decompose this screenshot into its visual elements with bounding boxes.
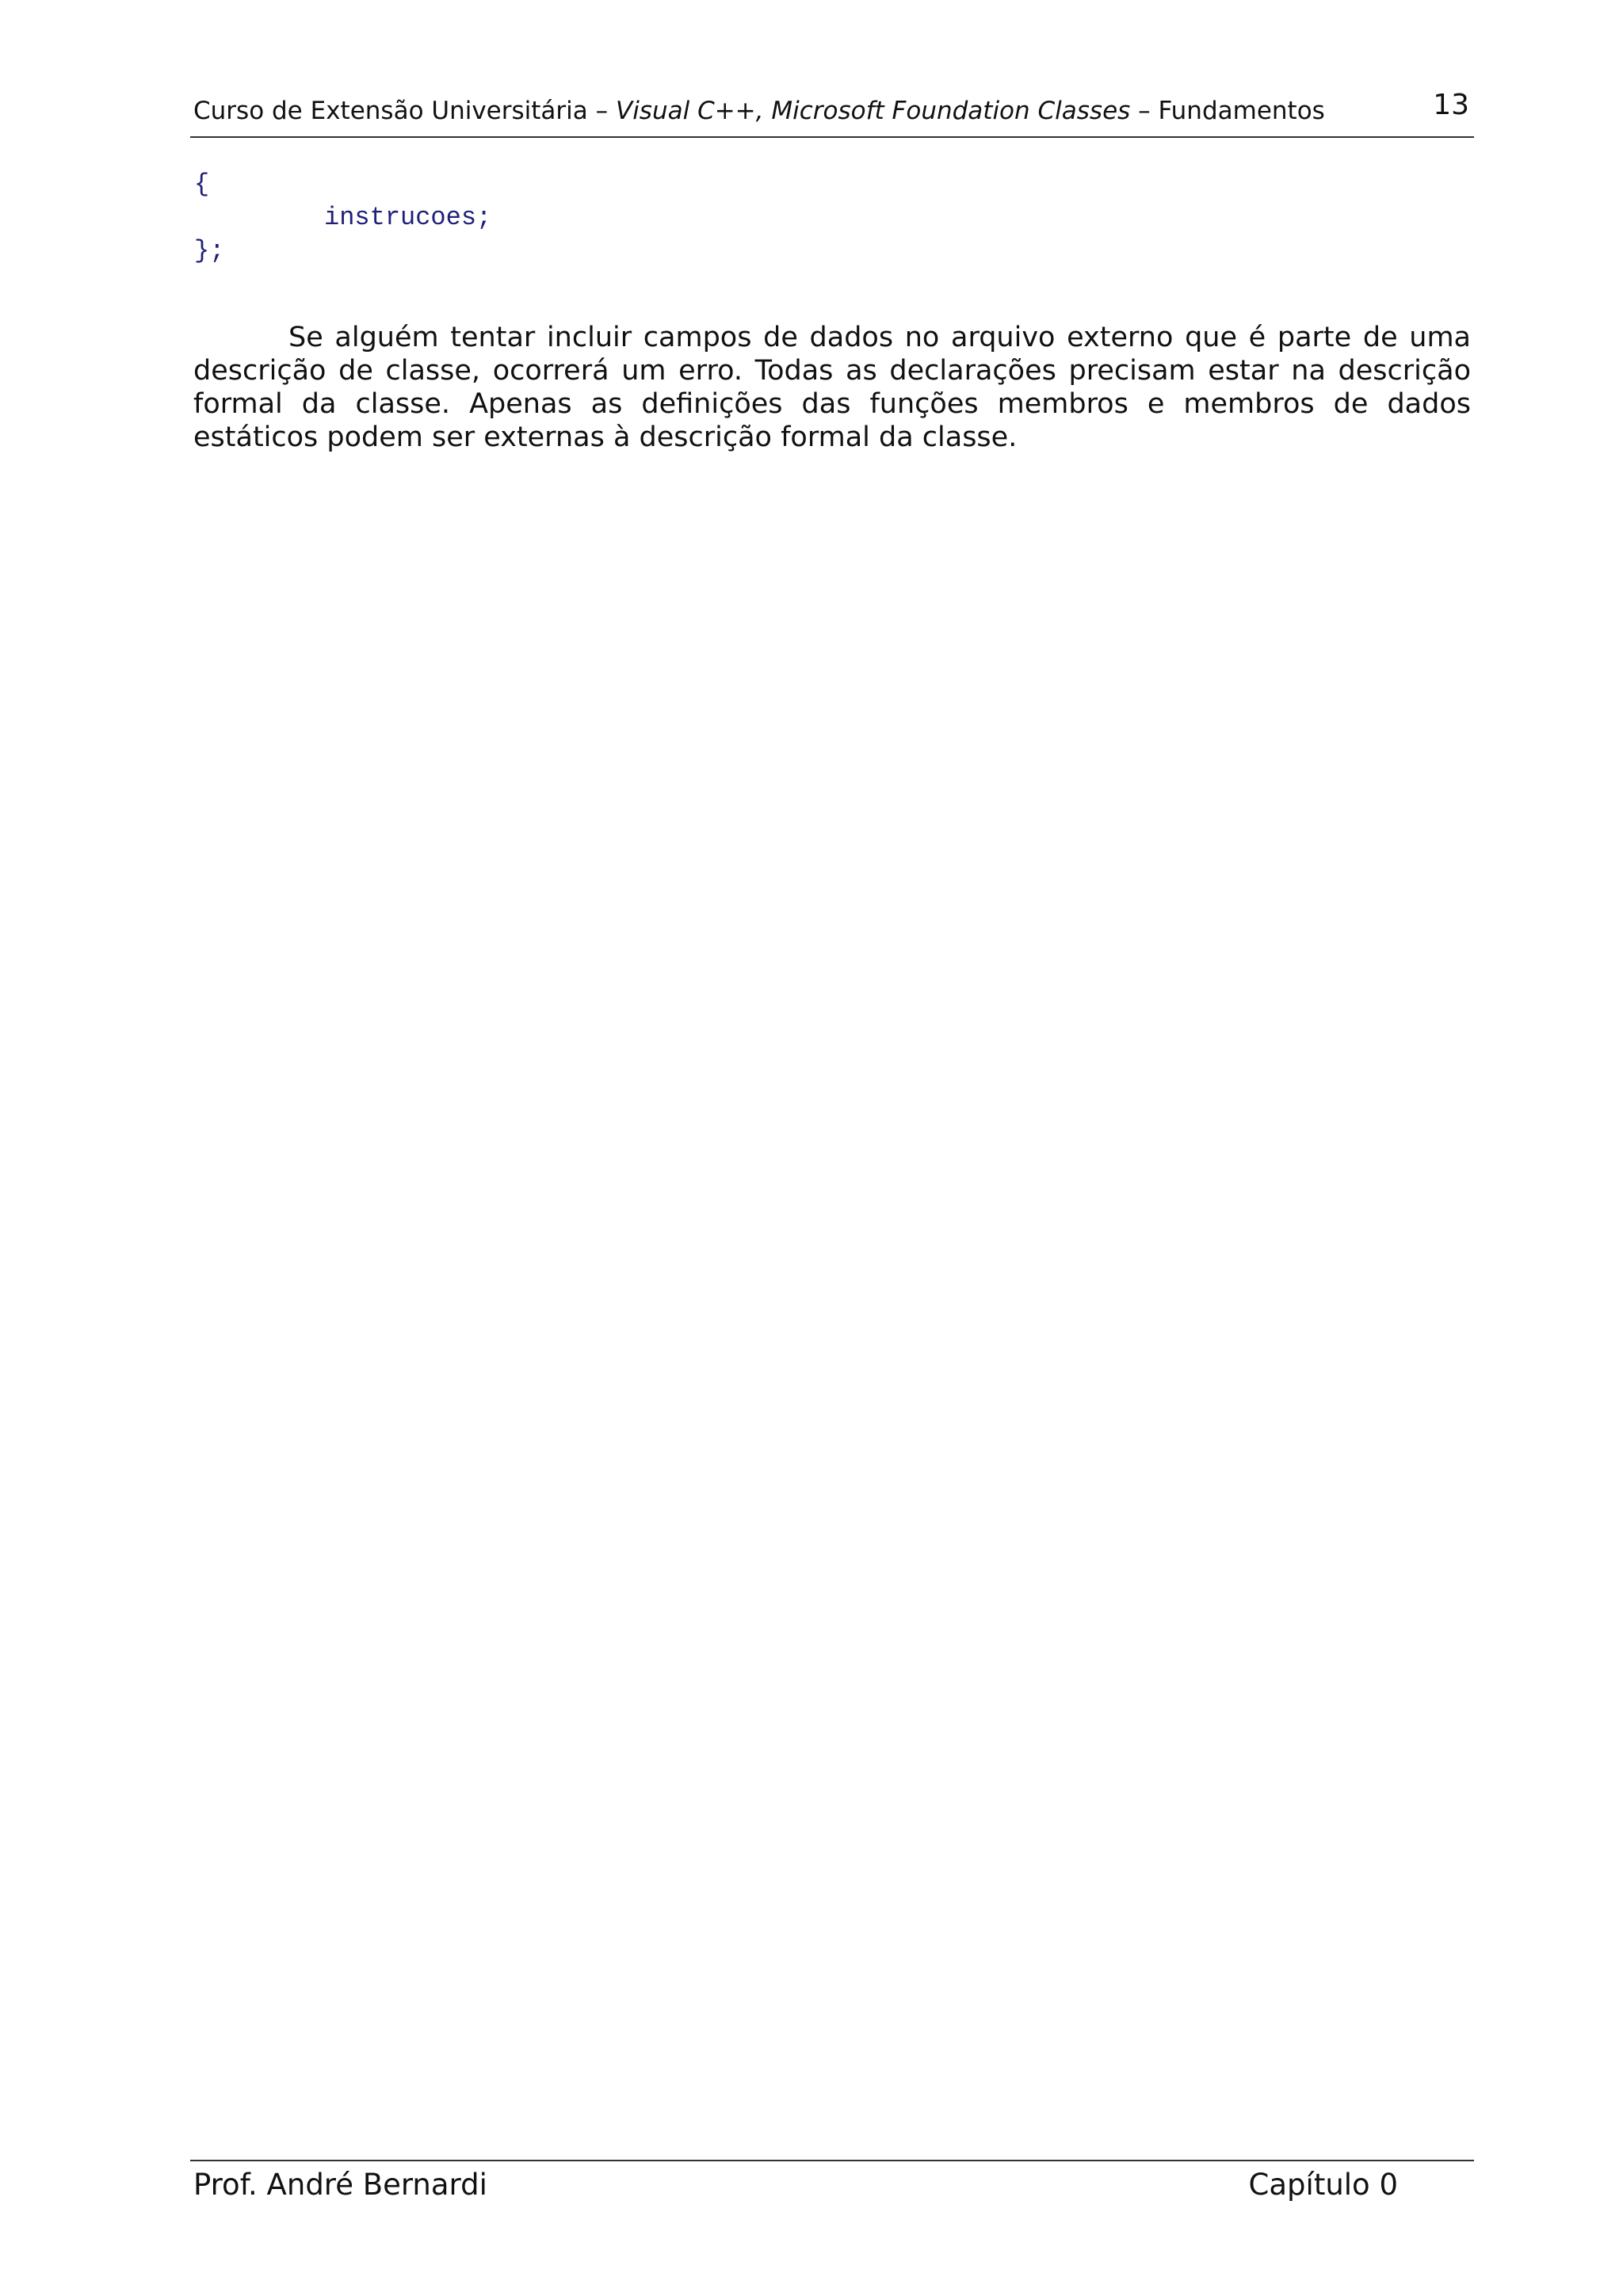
page-header bbox=[190, 89, 1474, 138]
code-line-instructions: instrucoes; bbox=[324, 203, 492, 232]
page-footer bbox=[190, 2160, 1474, 2209]
code-line-open-brace: { bbox=[194, 170, 210, 199]
page-number: 13 bbox=[1433, 89, 1469, 121]
header-title bbox=[193, 97, 1325, 125]
header-title-italic: Visual C++, Microsoft Foundation Classes bbox=[615, 97, 1131, 125]
code-line-close-brace: }; bbox=[194, 236, 225, 265]
code-block bbox=[194, 168, 491, 268]
header-title-suffix: – Fundamentos bbox=[1130, 97, 1325, 125]
footer-author: Prof. André Bernardi bbox=[193, 2168, 487, 2202]
body-paragraph: Se alguém tentar incluir campos de dados no arquivo externo que é parte de uma descrição de classe, ocorrerá um erro. Todas as declarações precisam estar na descrição formal da classe. Apenas as definições das funções membros e membros de dados estáticos podem ser externas à descrição formal da classe. bbox=[193, 322, 1471, 453]
header-title-prefix: Curso de Extensão Universitária – bbox=[193, 97, 616, 125]
footer-chapter: Capítulo 0 bbox=[1248, 2168, 1398, 2202]
